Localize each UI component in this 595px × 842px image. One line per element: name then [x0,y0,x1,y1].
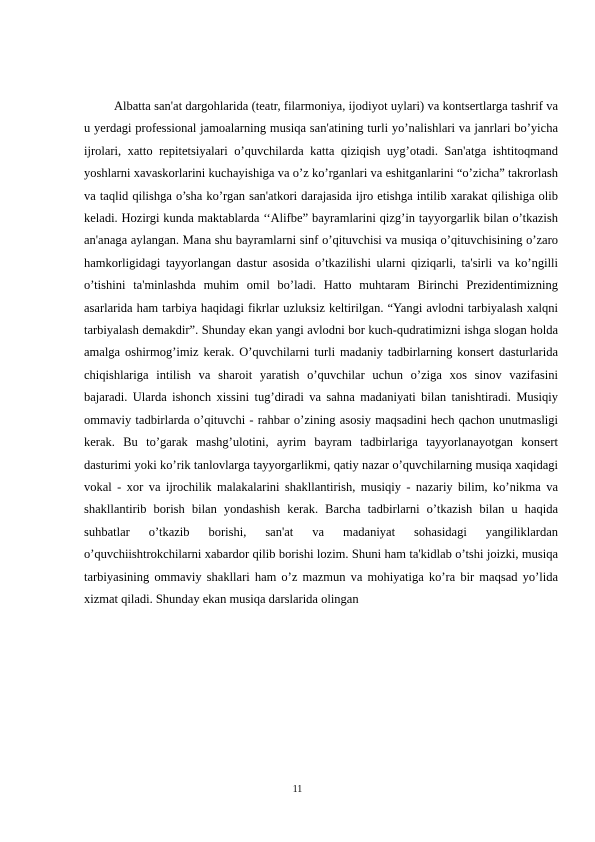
page-number: 11 [292,784,303,795]
body-paragraph: Albatta san'at dargohlarida (teatr, filarmoniya, ijodiyot uylari) va kontsertlarga tashrif va u yerdagi professional jamoalarning musiqa san'atining turli yo’nalishlari va janrlari bo’yicha ijrolari, xatto repitetsiyalari o’quvchilarda katta qiziqish uyg’otadi. San'atga ishtitoqmand yoshlarni xavaskorlarini kuchayishiga va o’z ko’rganlari va eshitganlarini “o’zicha” takrorlash va taqlid qilishga o’sha ko’rgan san'atkori darajasida ijro etishga intilib xarakat qilishiga olib keladi. Hozirgi kunda maktablarda ‘‘Alifbe” bayramlarini qizg’in tayyorgarlik bilan o’tkazish an'anaga aylangan. Mana shu bayramlarni sinf o’qituvchisi va musiqa o’qituvchisining o’zaro hamkorligidagi tayyorlangan dastur asosida o’tkazilishi ularni qiziqarli, ta'sirli va ko’ngilli o’tishini ta'minlashda muhim omil bo’ladi. Hatto muhtaram Birinchi Prezidentimizning asarlarida ham tarbiya haqidagi fikrlar uzluksiz keltirilgan. “Yangi avlodni tarbiyalash xalqni tarbiyalash demakdir”. Shunday ekan yangi avlodni bor kuch-qudratimizni ishga slogan holda amalga oshirmog’imiz kerak. O’quvchilarni turli madaniy tadbirlarning konsert dasturlarida chiqishlariga intilish va sharoit yaratish o’quvchilar uchun o’ziga xos sinov vazifasini bajaradi. Ularda ishonch xissini tug’diradi va sahna madaniyati bilan tanishtiradi. Musiqiy ommaviy tadbirlarda o’qituvchi - rahbar o’zining asosiy maqsadini hech qachon unutmasligi kerak. Bu to’garak mashg’ulotini, ayrim bayram tadbirlariga tayyorlanayotgan konsert dasturimi yoki ko’rik tanlovlarga tayyorgarlikmi, qatiy nazar o’quvchilarning musiqa xaqidagi vokal - xor va ijrochilik malakalarini shakllantirish, musiqiy - nazariy bilim, ko’nikma va shakllantirib borish bilan yondashish kerak. Barcha tadbirlarni o’tkazish bilan u haqida suhbatlar o’tkazib borishi, san'at va madaniyat sohasidagi yangiliklardan o’quvchiishtrokchilarni xabardor qilib borishi lozim. Shuni ham ta'kidlab o’tshi joizki, musiqa tarbiyasining ommaviy shakllari ham o’z mazmun va mohiyatiga ko’ra bir maqsad yo’lida xizmat qiladi. Shunday ekan musiqa darslarida olingan [84,99,558,606]
